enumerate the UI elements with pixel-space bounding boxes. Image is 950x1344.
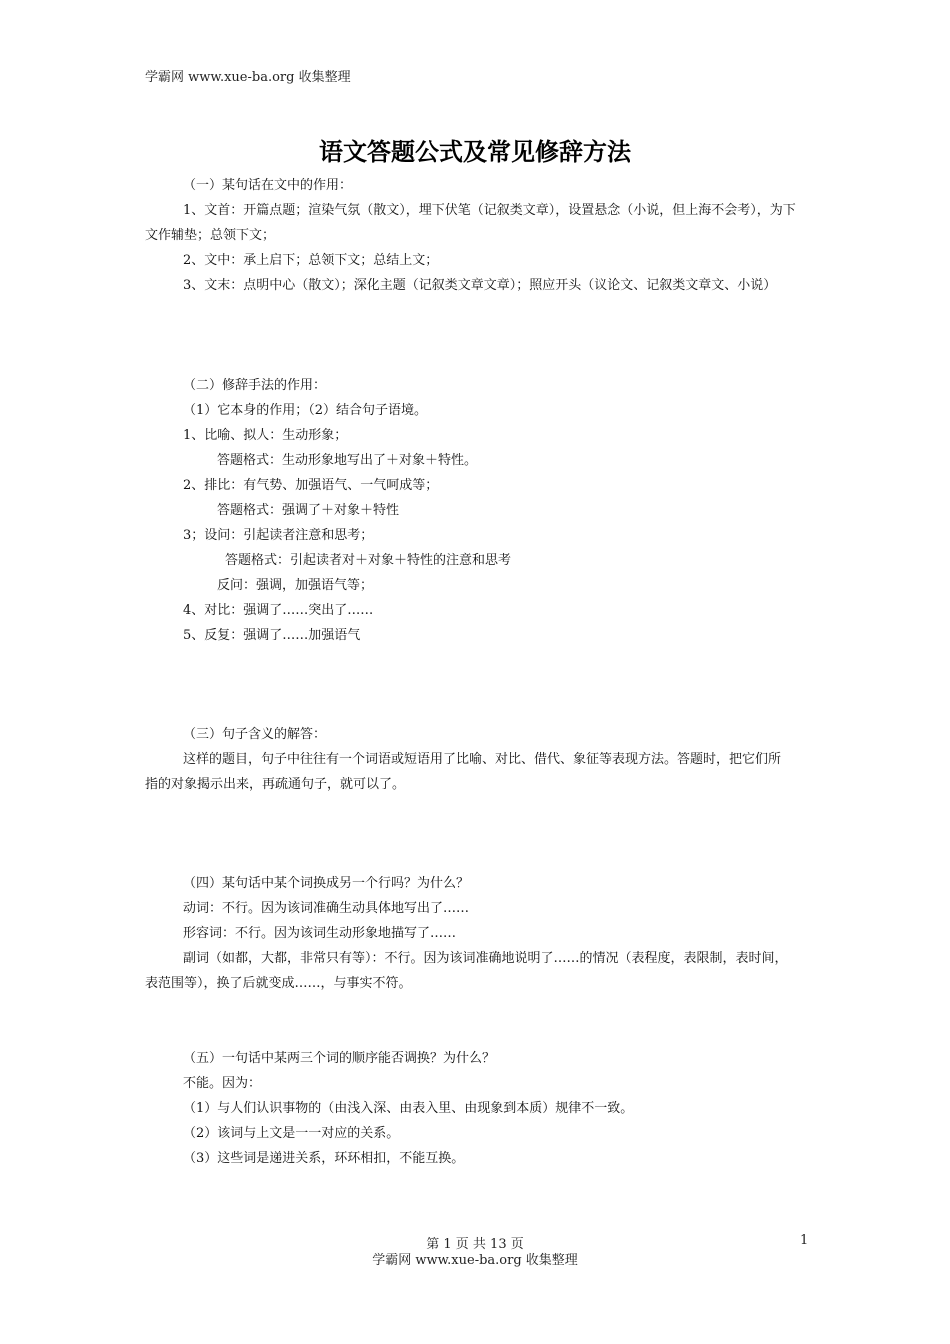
section-1-line: 1、文首：开篇点题；渲染气氛（散文），埋下伏笔（记叙类文章），设置悬念（小说，但上海不会考），为下 (183, 203, 796, 218)
section-5-line: （1）与人们认识事物的（由浅入深、由表入里、由现象到本质）规律不一致。 (183, 1101, 634, 1116)
section-2-line: 答题格式：引起读者对＋对象＋特性的注意和思考 (225, 553, 512, 568)
section-2-line: 2、排比：有气势、加强语气、一气呵成等； (183, 478, 439, 493)
section-2-line: 3；设问：引起读者注意和思考； (183, 528, 374, 543)
section-2-line: （1）它本身的作用；（2）结合句子语境。 (183, 403, 428, 418)
footer-page-info: 第 1 页 共 13 页 (426, 1237, 524, 1252)
section-2-line: 反问：强调，加强语气等； (217, 578, 374, 593)
section-5-line: 不能。因为： (183, 1076, 262, 1091)
section-1-line: 2、文中：承上启下；总领下文；总结上文； (183, 253, 439, 268)
section-2-heading: （二）修辞手法的作用： (183, 378, 327, 393)
section-5-line: （2）该词与上文是一一对应的关系。 (183, 1126, 400, 1141)
section-5-line: （3）这些词是递进关系，环环相扣，不能互换。 (183, 1151, 465, 1166)
section-4-line: 形容词：不行。因为该词生动形象地描写了…… (183, 926, 457, 941)
section-3-line: 指的对象揭示出来，再疏通句子，就可以了。 (145, 777, 406, 792)
section-2-line: 答题格式：生动形象地写出了＋对象＋特性。 (217, 453, 478, 468)
section-2-line: 1、比喻、拟人：生动形象； (183, 428, 348, 443)
page-header: 学霸网 www.xue-ba.org 收集整理 (145, 70, 351, 85)
footer-page-number: 1 (800, 1233, 809, 1248)
section-2-line: 5、反复：强调了……加强语气 (183, 628, 361, 643)
section-4-line: 动词：不行。因为该词准确生动具体地写出了…… (183, 901, 470, 916)
section-5-heading: （五）一句话中某两三个词的顺序能否调换？为什么？ (183, 1051, 496, 1066)
footer-site: 学霸网 www.xue-ba.org 收集整理 (372, 1253, 578, 1268)
section-3-heading: （三）句子含义的解答： (183, 727, 327, 742)
section-1-heading: （一）某句话在文中的作用： (183, 178, 353, 193)
section-4-line: 副词（如都，大都，非常只有等）：不行。因为该词准确地说明了……的情况（表程度，表限制，表时间， (183, 951, 788, 966)
section-1-line: 文作辅垫；总领下文； (145, 228, 276, 243)
section-3-line: 这样的题目，句子中往往有一个词语或短语用了比喻、对比、借代、象征等表现方法。答题时，把它们所 (183, 752, 782, 767)
section-2-line: 4、对比：强调了……突出了…… (183, 603, 374, 618)
section-4-heading: （四）某句话中某个词换成另一个行吗？为什么？ (183, 876, 470, 891)
section-2-line: 答题格式：强调了＋对象＋特性 (217, 503, 400, 518)
section-1-line: 3、文末：点明中心（散文）；深化主题（记叙类文章文章）；照应开头（议论文、记叙类文章文、小说） (183, 278, 777, 293)
section-4-line: 表范围等），换了后就变成……，与事实不符。 (145, 976, 412, 991)
page-title: 语文答题公式及常见修辞方法 (319, 137, 631, 166)
